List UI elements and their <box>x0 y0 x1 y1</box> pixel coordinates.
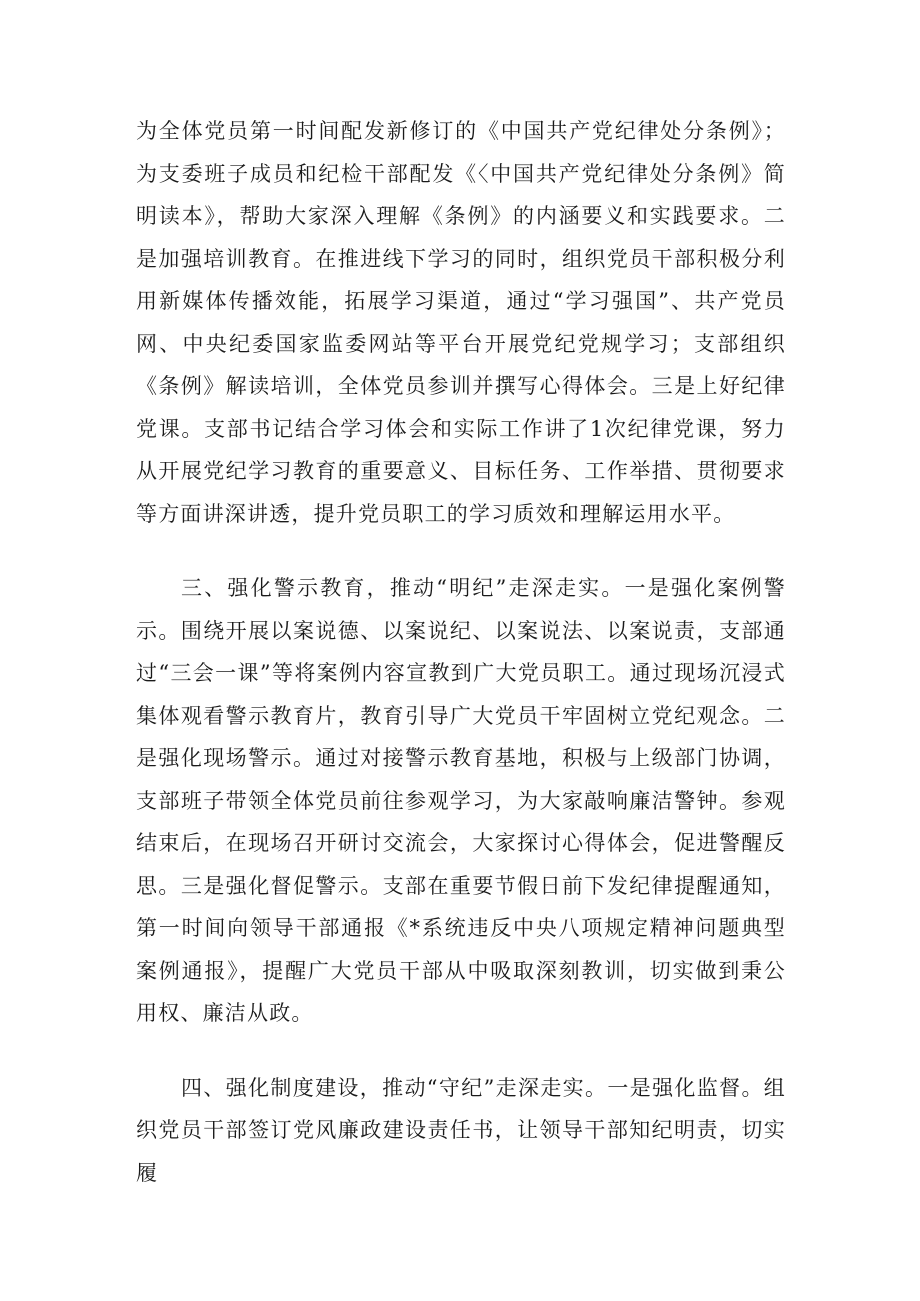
paragraph-study-training-continued: 为全体党员第一时间配发新修订的《中国共产党纪律处分条例》；为支委班子成员和纪检干部配发《〈中国共产党纪律处分条例》简明读本》，帮助大家深入理解《条例》的内涵要义和实践要求。二是加强培训教育。在推进线下学习的同时，组织党员干部积极分利用新媒体传播效能，拓展学习渠道，通过“学习强国”、共产党员网、中央纪委国家监委网站等平台开展党纪党规学习；支部组织《条例》解读培训，全体党员参训并撰写心得体会。三是上好纪律党课。支部书记结合学习体会和实际工作讲了1次纪律党课，努力从开展党纪学习教育的重要意义、目标任务、工作举措、贯彻要求等方面讲深讲透，提升党员职工的学习质效和理解运用水平。 <box>136 119 786 526</box>
paragraph-warning-education: 三、强化警示教育，推动“明纪”走深走实。一是强化案例警示。围绕开展以案说德、以案说纪、以案说法、以案说责，支部通过“三会一课”等将案例内容宣教到广大党员职工。通过现场沉浸式集体观看警示教育片，教育引导广大党员干牢固树立党纪观念。二是强化现场警示。通过对接警示教育基地，积极与上级部门协调，支部班子带领全体党员前往参观学习，为大家敲响廉洁警钟。参观结束后，在现场召开研讨交流会，大家探讨心得体会，促进警醒反思。三是强化督促警示。支部在重要节假日前下发纪律提醒通知，第一时间向领导干部通报《*系统违反中央八项规定精神问题典型案例通报》，提醒广大党员干部从中吸取深刻教训，切实做到秉公用权、廉洁从政。 <box>136 576 786 1025</box>
paragraph-system-building: 四、强化制度建设，推动“守纪”走深走实。一是强化监督。组织党员干部签订党风廉政建设责任书，让领导干部知纪明责，切实履 <box>136 1075 786 1185</box>
document-body <box>136 110 786 1194</box>
